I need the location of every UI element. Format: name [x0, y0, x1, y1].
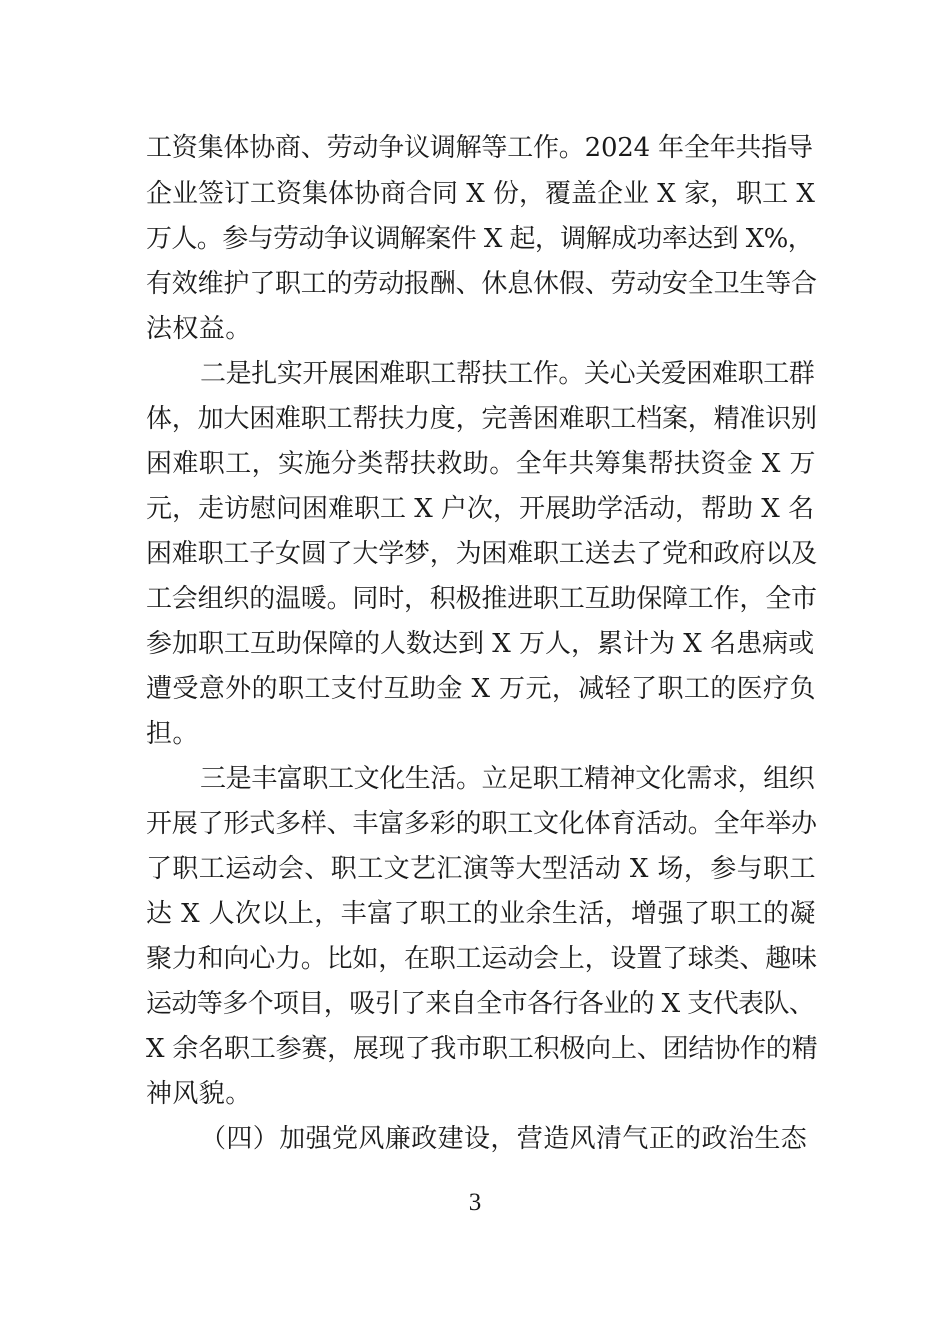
- paragraph-3-line-4: 达 X 人次以上，丰富了职工的业余生活，增强了职工的凝: [146, 899, 816, 929]
- paragraph-2-line-7: 参加职工互助保障的人数达到 X 万人，累计为 X 名患病或: [146, 629, 815, 659]
- paragraph-3-line-7: X 余名职工参赛，展现了我市职工积极向上、团结协作的精: [146, 1034, 818, 1064]
- paragraph-2-line-2: 体，加大困难职工帮扶力度，完善困难职工档案，精准识别: [146, 404, 817, 434]
- paragraph-2-line-9: 担。: [146, 719, 199, 749]
- paragraph-1-line-5: 法权益。: [146, 314, 252, 344]
- paragraph-2-line-5: 困难职工子女圆了大学梦，为困难职工送去了党和政府以及: [146, 539, 817, 569]
- paragraph-3-line-6: 运动等多个项目，吸引了来自全市各行各业的 X 支代表队、: [146, 989, 815, 1019]
- paragraph-2-line-1: 二是扎实开展困难职工帮扶工作。关心关爱困难职工群: [200, 359, 815, 389]
- paragraph-1-line-1: 工资集体协商、劳动争议调解等工作。2024 年全年共指导: [146, 133, 813, 163]
- paragraph-3-line-1: 三是丰富职工文化生活。立足职工精神文化需求，组织: [200, 764, 815, 794]
- paragraph-3-line-3: 了职工运动会、职工文艺汇演等大型活动 X 场，参与职工: [146, 854, 816, 884]
- paragraph-2-line-6: 工会组织的温暖。同时，积极推进职工互助保障工作，全市: [146, 584, 817, 614]
- page-number: 3: [468, 1189, 482, 1216]
- paragraph-1-line-2: 企业签订工资集体协商合同 X 份，覆盖企业 X 家，职工 X: [146, 179, 815, 209]
- paragraph-2-line-4: 元，走访慰问困难职工 X 户次，开展助学活动，帮助 X 名: [146, 494, 815, 524]
- paragraph-2-line-8: 遭受意外的职工支付互助金 X 万元，减轻了职工的医疗负: [146, 674, 816, 704]
- section-heading: （四）加强党风廉政建设，营造风清气正的政治生态: [200, 1124, 808, 1154]
- paragraph-1-line-3: 万人。参与劳动争议调解案件 X 起，调解成功率达到 X%，: [146, 224, 814, 254]
- paragraph-1-line-4: 有效维护了职工的劳动报酬、休息休假、劳动安全卫生等合: [146, 269, 817, 299]
- paragraph-3-line-2: 开展了形式多样、丰富多彩的职工文化体育活动。全年举办: [146, 809, 817, 839]
- paragraph-2-line-3: 困难职工，实施分类帮扶救助。全年共筹集帮扶资金 X 万: [146, 449, 816, 479]
- paragraph-3-line-5: 聚力和向心力。比如，在职工运动会上，设置了球类、趣味: [146, 944, 817, 974]
- paragraph-3-line-8: 神风貌。: [146, 1079, 252, 1109]
